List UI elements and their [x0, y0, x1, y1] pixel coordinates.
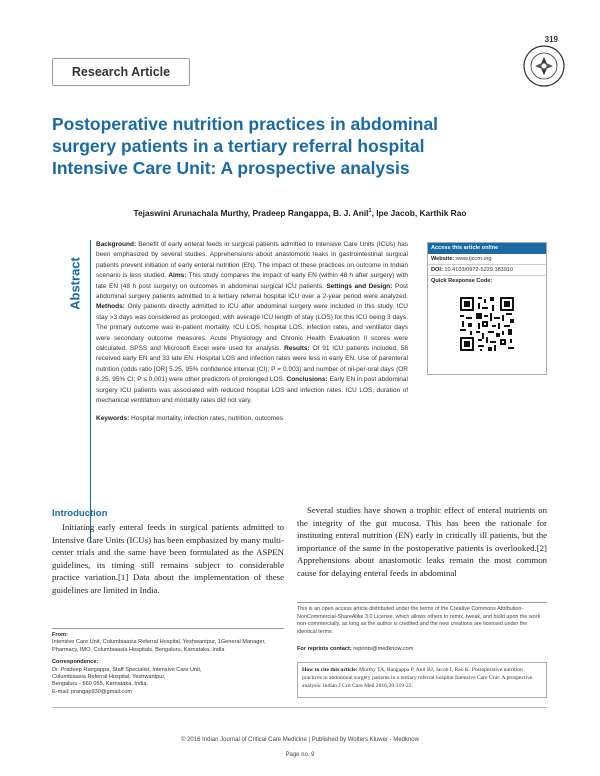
qr-row: [428, 276, 546, 286]
footer-divider: [52, 707, 547, 708]
cite-label: How to cite this article:: [302, 667, 358, 673]
keywords-text: Hospital mortality, infection rates, nutrition, outcomes: [131, 414, 284, 422]
correspondence-label: Correspondence:: [52, 659, 99, 666]
website-link[interactable]: www.ijccm.org: [455, 256, 492, 262]
abstract-paragraph: [96, 240, 408, 407]
article-type-tag: Research Article: [52, 58, 190, 86]
conclusions-label: Conclusions:: [286, 376, 328, 384]
doi-link[interactable]: 10.4103/0972-5229.183910: [444, 267, 514, 273]
reprints-email-link[interactable]: reprints@medknow.com: [353, 646, 414, 652]
background-label: Background:: [96, 241, 137, 248]
author-names-rest: , Ipe Jacob, Karthik Rao: [371, 208, 467, 218]
affiliations: [52, 628, 284, 701]
aims-label: Aims:: [168, 272, 187, 280]
correspondence-line: Dr. Pradeep Rangappa, Staff Specialist, Intensive Care Unit,: [52, 666, 202, 673]
background-text: Benefit of early enteral feeds in surgical patients admitted to Intensive Care Units (ICUs) has been emphasized by several studies. Apprehensions about anastomotic leaks in gastrointestinal surgical patients prevent initiation of early enteral nutrition (EN). The impact of these practices on outcome in Indian scenario is less studied.: [96, 241, 408, 280]
footer-page-number: Page no. 9: [285, 752, 315, 758]
abstract-label-text: Abstract: [67, 257, 83, 310]
qr-label: Quick Response Code:: [431, 278, 493, 284]
doi-label: DOI:: [431, 267, 443, 273]
keywords-label: Keywords:: [96, 414, 130, 422]
open-access-note: This is an open access article distributed under the terms of the Creative Commons Attribution-NonCommercial-ShareAlike 3.0 License, which allows others to remix, tweak, and build upon the work non-commercially, as long as the author is credited and the new creations are licensed under the identical terms.: [297, 602, 547, 636]
settings-text: Post abdominal surgery patients admitted to a tertiary referral hospital ICU over a 2-year period were analyzed.: [96, 282, 408, 301]
cite-text: Murthy TA, Rangappa P, Anil BJ, Jacob I, Rao K. Postoperative nutrition practices in abdominal surgery patients in a tertiary referral hospital Intensive Care Unit: A prospective analysis. Indian J Crit Care Med 2016;20:319-22.: [302, 667, 533, 689]
from-label: From:: [52, 632, 68, 638]
from-text: Intensive Care Unit, Columbiaasia Referral Hospital, Yeshwantpur, 1General Manager, Pharmacy, IMO, Columbiaasia Hospitals, Bengaluru, Karnataka, India: [52, 639, 266, 653]
reprints-label: For reprints contact:: [297, 646, 352, 652]
aims-text: This study compares the impact of early EN (within 48 h after surgery) with late EN (48 h post surgery) on outcomes in abdominal surgical ICU patients.: [96, 272, 408, 290]
doi-row: [428, 265, 546, 276]
introduction-heading: Introduction: [52, 508, 108, 519]
qr-code-icon[interactable]: [458, 295, 516, 353]
introduction-paragraph-1: Initiating early enteral feeds in surgical patients admitted to Intensive Care Units (ICUs) has been emphasized by many multi-center trials and the same have been formulated as the ASPEN guidelines, its timing still remains subject to considerable practice variation.[1] Data about the implementation of these guidelines are limited in India.: [52, 522, 284, 595]
abstract-side-label: [62, 240, 88, 320]
article-title: Postoperative nutrition practices in abdominal surgery patients in a tertiary referral hospital Intensive Care Unit: A prospective analysis: [52, 114, 439, 178]
results-text: Of 91 ICU patients included, 58 received early EN and 33 late EN. Hospital LOS and infection rates were less in early EN. Use of parenteral nutrition (odds ratio [OR] 5.25, 95% confidence interval (CI); P = 0.003) and number of nil-per-oral days (OR 8.25, 95% CI; P ≤ 0.001) were other predictors of prolonged LOS.: [96, 345, 409, 384]
correspondence-block: [52, 659, 284, 696]
reprints-contact: [297, 646, 413, 652]
correspondence-line: Columbiaasia Referral Hospital, Yeshwantpur,: [52, 674, 166, 681]
author-affil-sup: 1: [368, 208, 372, 215]
author-names: Tejaswini Arunachala Murthy, Pradeep Rangappa, B. J. Anil: [133, 208, 369, 218]
correspondence-email[interactable]: E-mail: prangap930@gmail.com: [52, 688, 132, 695]
access-box-header: Access this article online: [428, 243, 546, 254]
society-seal-logo: [522, 44, 566, 88]
author-list: [35, 208, 565, 218]
website-label: Website:: [431, 256, 455, 262]
footer-copyright: © 2016 Indian Journal of Critical Care Medicine | Published by Wolters Kluwer - Medknow: [181, 737, 419, 743]
settings-label: Settings and Design:: [326, 282, 393, 290]
website-row: [428, 254, 546, 265]
keywords: [96, 414, 408, 424]
correspondence-line: Bengaluru - 560 055, Karnataka, India.: [52, 681, 149, 688]
citation-box: [297, 662, 547, 698]
abstract-body: [90, 240, 408, 543]
results-label: Results:: [284, 345, 310, 353]
page-number: 319: [544, 35, 558, 44]
from-block: [52, 632, 284, 654]
conclusions-text: Early EN in post abdominal surgery ICU patients was associated with reduced hospital LOS and infection rates. ICU LOS, duration of mechanical ventilation and mortality rates did not vary.: [96, 376, 408, 405]
methods-label: Methods:: [96, 303, 125, 311]
introduction-paragraph-2: Several studies have shown a trophic effect of enteral nutrients on the integrity of the gut mucosa. This has been the rationale for instituting enteral nutrition (EN) early in critically ill patients, but the importance of the same in the postoperative patients is overlooked.[2] Apprehensions about anastomotic leaks remain the most common cause for delaying enteral feeds in abdominal: [297, 505, 547, 578]
article-access-box: [427, 242, 547, 375]
methods-text: Only patients directly admitted to ICU after abdominal surgery were included in this study. ICU stay >3 days was considered as prolonged; with average ICU length of stay (LOS) for this ICU being 3 days. The primary outcome was in-patient mortality. ICU LOS, hospital LOS, infection rates, and ventilator days were secondary outcome measures. Acute Physiology and Chronic Health Evaluation II scores were calculated. SPSS and Microsoft Excel were used for analysis.: [96, 303, 408, 353]
